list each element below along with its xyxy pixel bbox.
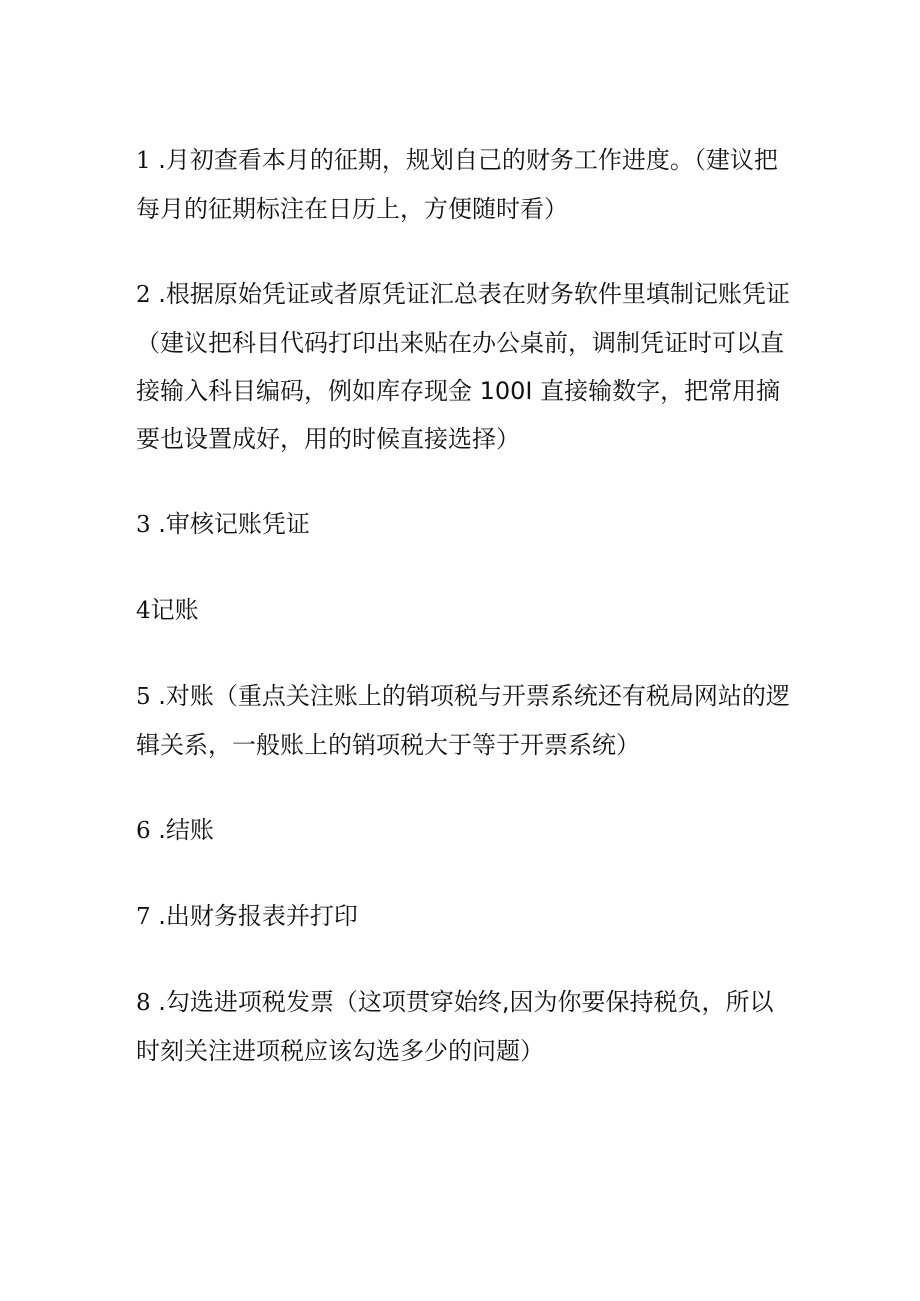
item-number: 3 <box>136 512 151 538</box>
list-item-3 <box>136 500 791 549</box>
item-text: .勾选进项税发票（这项贯穿始终,因为你要保持税负，所以时刻关注进项税应该勾选多少的问题） <box>136 988 774 1065</box>
item-text: .审核记账凭证 <box>150 510 310 538</box>
list-item-8 <box>136 978 791 1075</box>
item-number: 7 <box>136 904 151 930</box>
list-item-1 <box>136 136 791 233</box>
list-item-4 <box>136 586 791 635</box>
item-text: 记账 <box>150 596 199 624</box>
item-text: .根据原始凭证或者原凭证汇总表在财务软件里填制记账凭证（建议把科目代码打印出来贴在办公桌前，调制凭证时可以直接输入科目编码，例如库存现金 100I 直接输数字，把常用摘要也设置成好，用的时候直接选择） <box>136 280 790 453</box>
item-number: 8 <box>136 990 151 1016</box>
list-item-5 <box>136 672 791 769</box>
item-text: .月初查看本月的征期，规划自己的财务工作进度。（建议把每月的征期标注在日历上，方便随时看） <box>136 146 778 223</box>
list-item-2 <box>136 270 791 463</box>
item-number: 2 <box>136 282 151 308</box>
document-body <box>136 136 791 1112</box>
item-number: 5 <box>136 684 151 710</box>
item-text: .对账（重点关注账上的销项税与开票系统还有税局网站的逻辑关系，一般账上的销项税大于等于开票系统） <box>136 682 790 759</box>
item-text: .出财务报表并打印 <box>150 902 358 930</box>
item-number: 6 <box>136 818 151 844</box>
item-number: 1 <box>136 148 151 174</box>
item-text: .结账 <box>150 816 214 844</box>
item-number: 4 <box>136 598 151 624</box>
list-item-6 <box>136 806 791 855</box>
list-item-7 <box>136 892 791 941</box>
